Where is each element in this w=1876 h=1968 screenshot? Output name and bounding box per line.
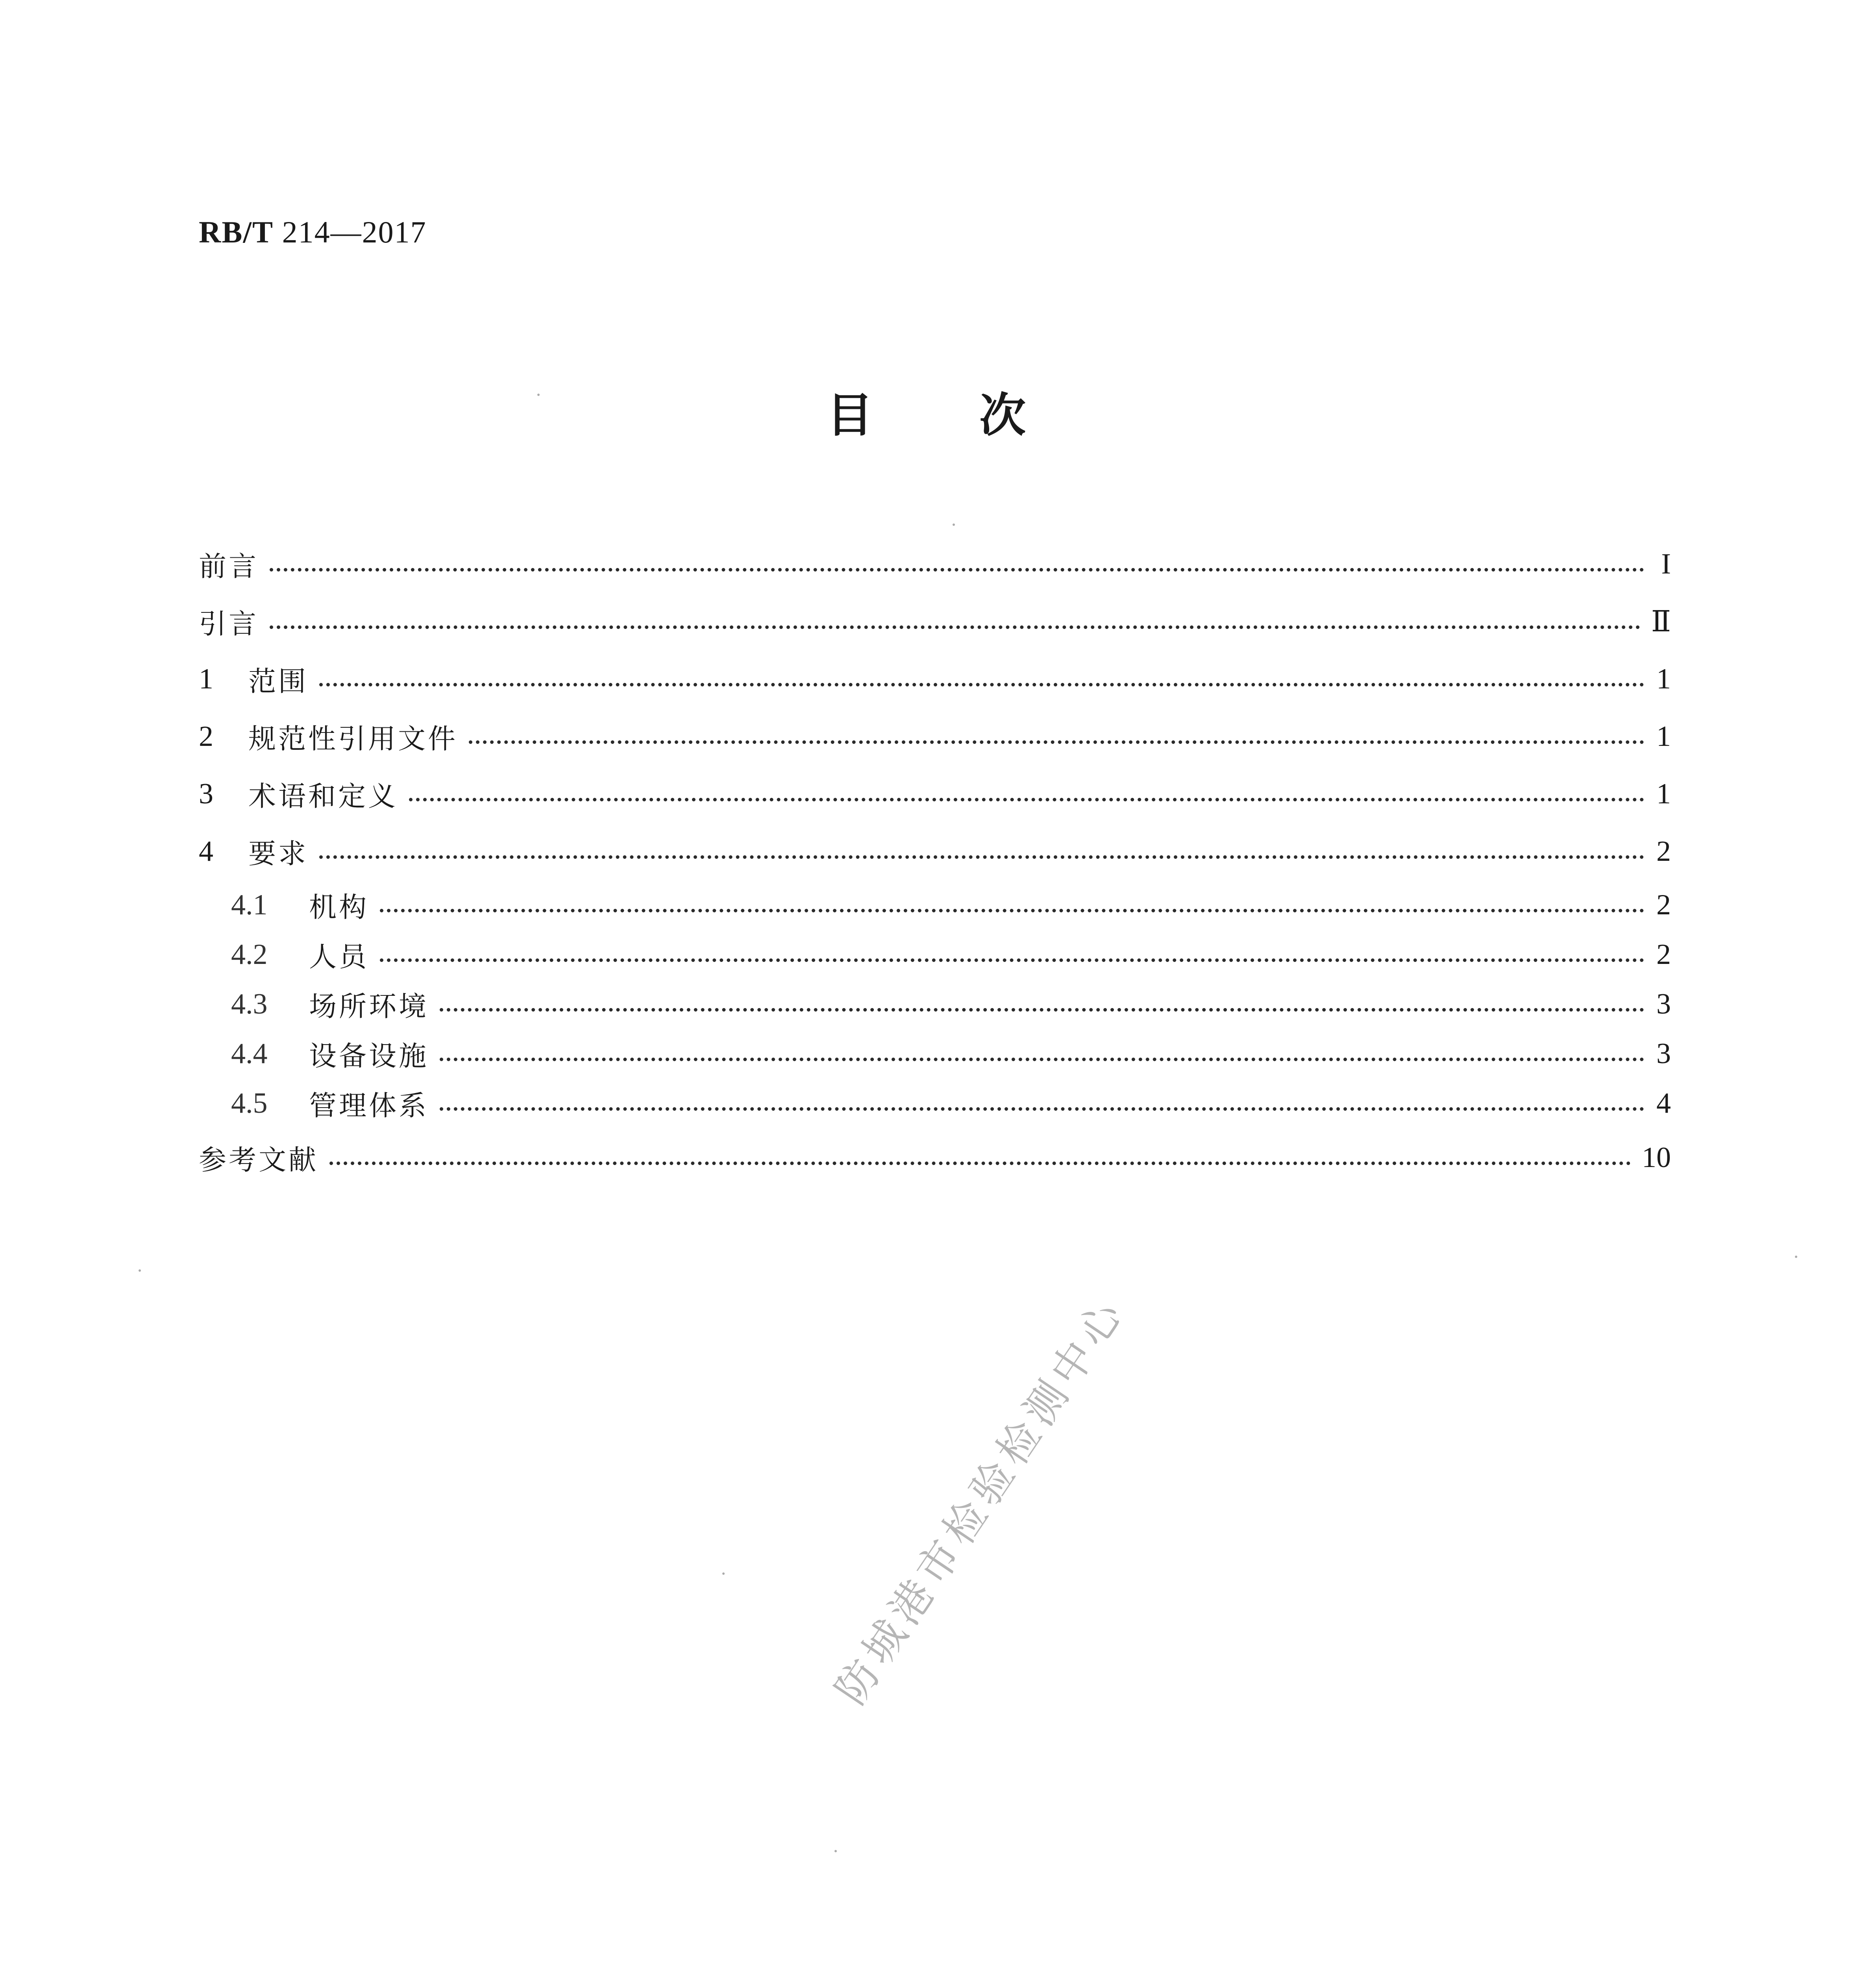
- toc-entry-number: 1: [199, 662, 213, 695]
- toc-entry-organization[interactable]: [199, 880, 1671, 930]
- standard-code: [199, 215, 427, 250]
- toc-leader-dots: [440, 1107, 1644, 1111]
- toc-entry-number: 2: [199, 720, 213, 753]
- toc-entry-label: 管理体系: [309, 1089, 429, 1122]
- table-of-contents: [199, 535, 1671, 1187]
- toc-entry-page: 1: [1656, 720, 1671, 753]
- toc-leader-dots: [329, 1162, 1631, 1165]
- toc-entry-requirements[interactable]: [199, 823, 1671, 880]
- toc-leader-dots: [409, 798, 1644, 801]
- toc-entry-number: 4.4: [231, 1037, 268, 1070]
- scan-speck: [834, 1850, 837, 1852]
- toc-entry-label: 范围: [248, 665, 308, 697]
- toc-title: 目次: [827, 388, 1132, 442]
- toc-entry-label: 设备设施: [309, 1039, 429, 1072]
- scan-speck: [139, 1269, 141, 1272]
- toc-entry-number: 4.3: [231, 988, 268, 1020]
- toc-leader-dots: [270, 568, 1644, 572]
- scan-speck: [953, 523, 955, 526]
- toc-entry-page: Ⅱ: [1651, 605, 1671, 638]
- scan-speck: [1795, 1256, 1797, 1258]
- toc-leader-dots: [440, 1058, 1644, 1061]
- toc-entry-number: 4.5: [231, 1087, 268, 1119]
- toc-entry-label: 场所环境: [309, 990, 429, 1023]
- toc-leader-dots: [319, 855, 1644, 859]
- toc-leader-dots: [440, 1008, 1644, 1012]
- standard-code-number: 214—2017: [274, 215, 427, 249]
- toc-entry-equipment[interactable]: [199, 1029, 1671, 1078]
- toc-entry-label: 引言: [199, 607, 259, 640]
- toc-entry-label: 参考文献: [199, 1143, 318, 1176]
- toc-entry-facilities-environment[interactable]: [199, 979, 1671, 1029]
- toc-entry-page: 10: [1642, 1141, 1671, 1174]
- toc-entry-page: 3: [1656, 1037, 1671, 1070]
- toc-entry-page: 2: [1656, 888, 1671, 921]
- toc-entry-number: 4.2: [231, 938, 268, 971]
- scan-speck: [537, 394, 540, 396]
- toc-entry-foreword[interactable]: [199, 535, 1671, 593]
- toc-entry-page: 4: [1656, 1087, 1671, 1119]
- toc-entry-number: 4.1: [231, 888, 268, 921]
- toc-entry-page: 1: [1656, 662, 1671, 695]
- standard-code-prefix: RB/T: [199, 215, 274, 249]
- toc-entry-page: 1: [1656, 777, 1671, 810]
- toc-leader-dots: [380, 909, 1644, 912]
- toc-leader-dots: [380, 958, 1644, 962]
- toc-leader-dots: [270, 625, 1640, 629]
- toc-entry-page: I: [1661, 547, 1671, 580]
- watermark-text: 防城港市检验检测中心: [826, 1287, 1135, 1713]
- toc-entry-label: 要求: [248, 837, 308, 870]
- toc-entry-introduction[interactable]: [199, 593, 1671, 650]
- toc-entry-management-system[interactable]: [199, 1078, 1671, 1128]
- toc-leader-dots: [469, 740, 1644, 744]
- toc-entry-page: 2: [1656, 835, 1671, 867]
- toc-entry-number: 4: [199, 835, 213, 867]
- toc-entry-bibliography[interactable]: [199, 1128, 1671, 1187]
- toc-leader-dots: [319, 683, 1644, 686]
- toc-entry-scope[interactable]: [199, 650, 1671, 708]
- toc-entry-label: 前言: [199, 550, 259, 583]
- scan-speck: [722, 1572, 725, 1575]
- toc-entry-label: 人员: [309, 940, 369, 973]
- toc-entry-label: 术语和定义: [248, 780, 398, 812]
- toc-entry-terms-definitions[interactable]: [199, 765, 1671, 823]
- toc-entry-label: 规范性引用文件: [248, 722, 458, 755]
- toc-entry-page: 2: [1656, 938, 1671, 971]
- toc-entry-page: 3: [1656, 988, 1671, 1020]
- toc-entry-personnel[interactable]: [199, 930, 1671, 979]
- toc-entry-label: 机构: [309, 891, 369, 923]
- toc-entry-number: 3: [199, 777, 213, 810]
- toc-entry-normative-references[interactable]: [199, 708, 1671, 765]
